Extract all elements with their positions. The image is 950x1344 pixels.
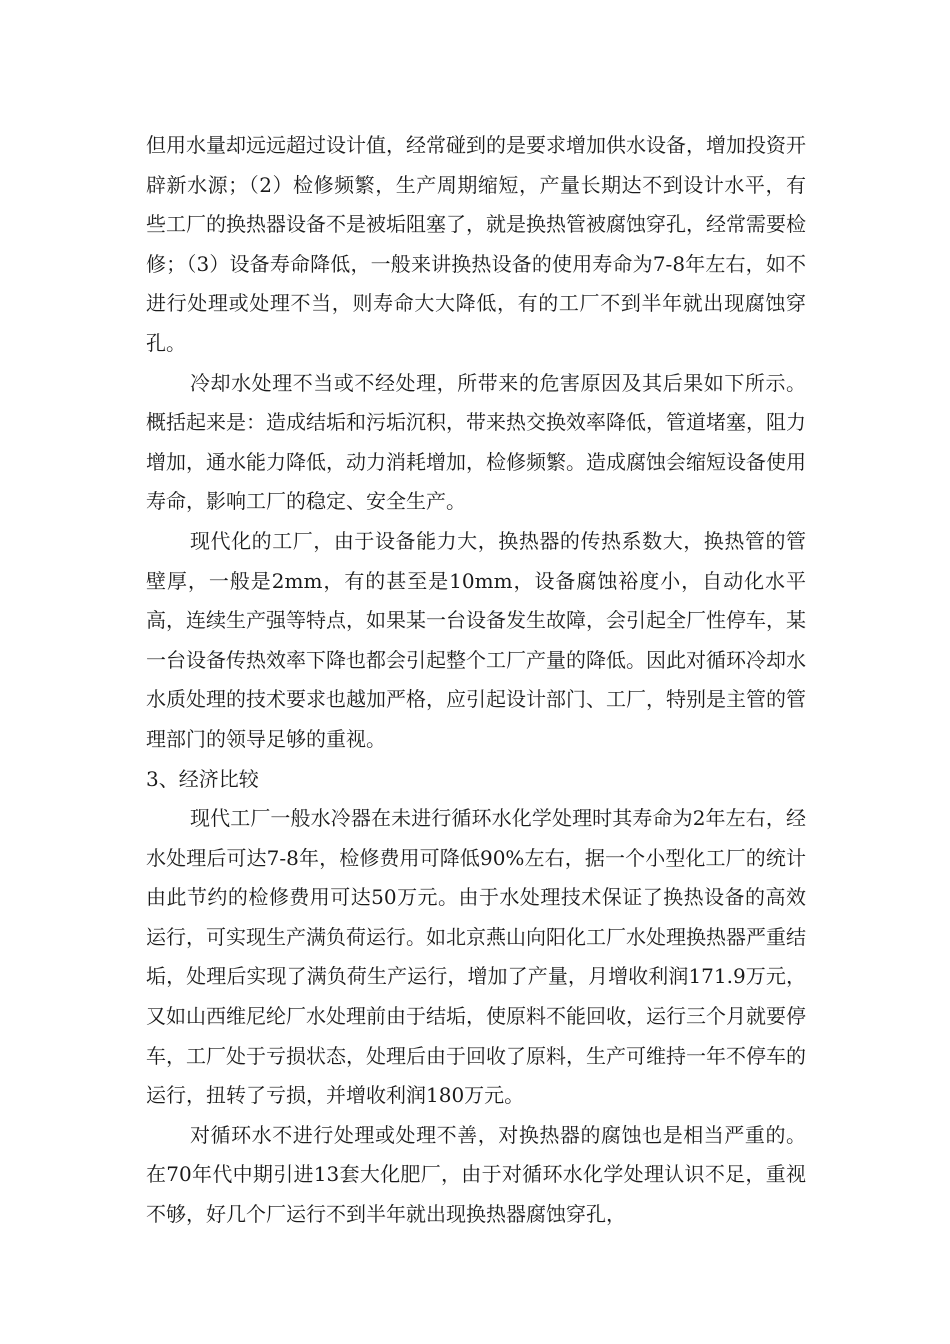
paragraph-economic-benefits: 现代工厂一般水冷器在未进行循环水化学处理时其寿命为2年左右，经水处理后可达7-8年，检修费用可降低90%左右，据一个小型化工厂的统计由此节约的检修费用可达50万元。由于水处理技术保证了换热设备的高效运行，可实现生产满负荷运行。如北京燕山向阳化工厂水处理换热器严重结垢，处理后实现了满负荷生产运行，增加了产量，月增收利润171.9万元，又如山西维尼纶厂水处理前由于结垢，使原料不能回收，运行三个月就要停车，工厂处于亏损状态，处理后由于回收了原料，生产可维持一年不停车的运行，扭转了亏损，并增收利润180万元。 [146, 806, 806, 1108]
paragraph-corrosion-cases: 对循环水不进行处理或处理不善，对换热器的腐蚀也是相当严重的。在70年代中期引进13套大化肥厂，由于对循环水化学处理认识不足，重视不够，好几个厂运行不到半年就出现换热器腐蚀穿孔， [146, 1122, 806, 1227]
section-heading-economic-comparison: 3、经济比较 [146, 766, 259, 791]
paragraph-cooling-water-hazards: 冷却水处理不当或不经处理，所带来的危害原因及其后果如下所示。概括起来是：造成结垢和污垢沉积，带来热交换效率降低，管道堵塞，阻力增加，通水能力降低，动力消耗增加，检修频繁。造成腐蚀会缩短设备使用寿命，影响工厂的稳定、安全生产。 [146, 370, 806, 514]
paragraph-modern-factory: 现代化的工厂，由于设备能力大，换热器的传热系数大，换热管的管壁厚，一般是2mm，有的甚至是10mm，设备腐蚀裕度小，自动化水平高，连续生产强等特点，如果某一台设备发生故障，会引起全厂性停车，某一台设备传热效率下降也都会引起整个工厂产量的降低。因此对循环冷却水水质处理的技术要求也越加严格，应引起设计部门、工厂，特别是主管的管理部门的领导足够的重视。 [146, 528, 806, 751]
document-body [146, 126, 806, 1235]
paragraph-continuation: 但用水量却远远超过设计值，经常碰到的是要求增加供水设备，增加投资开辟新水源；（2）检修频繁，生产周期缩短，产量长期达不到设计水平，有些工厂的换热器设备不是被垢阻塞了，就是换热管被腐蚀穿孔，经常需要检修；（3）设备寿命降低，一般来讲换热设备的使用寿命为7-8年左右，如不进行处理或处理不当，则寿命大大降低，有的工厂不到半年就出现腐蚀穿孔。 [146, 133, 806, 355]
